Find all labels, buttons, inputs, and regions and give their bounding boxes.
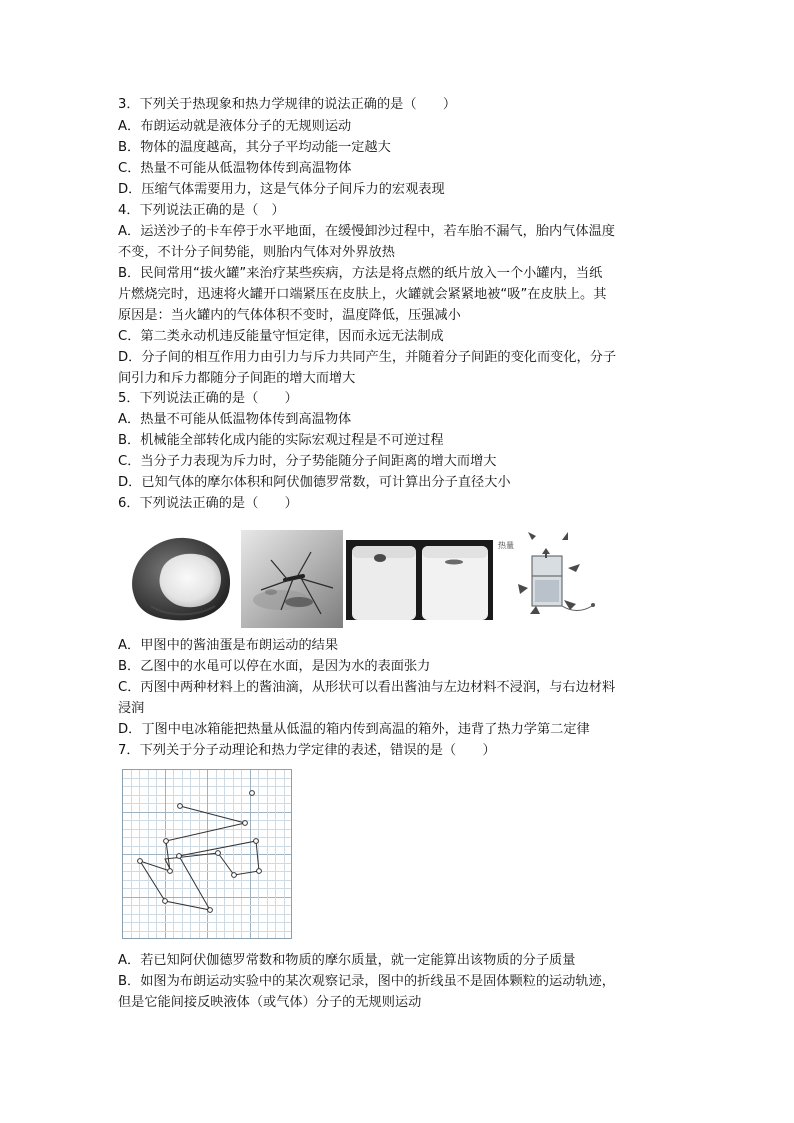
q6-option-c-line2: 浸润	[118, 701, 145, 716]
q4-option-a-line2: 不变，不计分子间势能，则胎内气体对外界放热	[118, 245, 395, 260]
q3-option-d: D．压缩气体需要用力，这是气体分子间斥力的宏观表现	[118, 182, 445, 197]
q7-option-a: A．若已知阿伏伽德罗常数和物质的摩尔质量，就一定能算出该物质的分子质量	[118, 953, 576, 968]
q5-option-b: B．机械能全部转化成内能的实际宏观过程是不可逆过程	[118, 433, 444, 448]
q4-option-a-line1: A．运送沙子的卡车停于水平地面，在缓慢卸沙过程中，若车胎不漏气，胎内气体温度	[118, 224, 615, 239]
droplet-materials-image	[346, 540, 493, 620]
q5-stem: 5．下列说法正确的是（ ）	[118, 391, 298, 406]
q4-option-b-line3: 原因是：当火罐内的气体体积不变时，温度降低，压强减小	[118, 308, 461, 323]
q6-stem: 6．下列说法正确的是（ ）	[118, 496, 298, 511]
q3-option-b: B．物体的温度越高，其分子平均动能一定越大	[118, 140, 391, 155]
q7-option-b-line2: 但是它能间接反映液体（或气体）分子的无规则运动	[118, 995, 422, 1010]
non-wetting-droplet	[374, 554, 386, 562]
refrigerator-diagram	[498, 528, 603, 620]
soy-egg-image	[125, 532, 237, 624]
q4-option-d-line2: 间引力和斥力都随分子间距的增大而增大	[118, 371, 356, 386]
q4-stem: 4．下列说法正确的是（ ）	[118, 203, 285, 218]
water-strider-image	[241, 530, 343, 628]
q4-option-b-line1: B．民间常用“拔火罐”来治疗某些疾病，方法是将点燃的纸片放入一个小罐内，当纸	[118, 266, 603, 281]
brownian-motion-grid	[122, 769, 292, 939]
q5-option-d: D．已知气体的摩尔体积和阿伏伽德罗常数，可计算出分子直径大小	[118, 475, 511, 490]
q4-option-c: C．第二类永动机违反能量守恒定律，因而永远无法制成	[118, 329, 444, 344]
q3-option-a: A．布朗运动就是液体分子的无规则运动	[118, 119, 352, 134]
q4-option-b-line2: 片燃烧完时，迅速将火罐开口端紧压在皮肤上，火罐就会紧紧地被“吸”在皮肤上。其	[118, 287, 607, 302]
q7-stem: 7．下列关于分子动理论和热力学定律的表述，错误的是（ ）	[118, 743, 496, 758]
q6-option-a: A．甲图中的酱油蛋是布朗运动的结果	[118, 638, 339, 653]
q3-option-c: C．热量不可能从低温物体传到高温物体	[118, 161, 352, 176]
q5-option-c: C．当分子力表现为斥力时，分子势能随分子间距离的增大而增大	[118, 454, 497, 469]
q6-option-d: D．丁图中电冰箱能把热量从低温的箱内传到高温的箱外，违背了热力学第二定律	[118, 722, 590, 737]
q3-stem: 3．下列关于热现象和热力学规律的说法正确的是（ ）	[118, 97, 457, 112]
q6-option-c-line1: C．丙图中两种材料上的酱油滴，从形状可以看出酱油与左边材料不浸润，与右边材料	[118, 680, 616, 695]
q4-option-d-line1: D．分子间的相互作用力由引力与斥力共同产生，并随着分子间距的变化而变化，分子	[118, 350, 617, 365]
q7-option-b-line1: B．如图为布朗运动实验中的某次观察记录，图中的折线虽不是固体颗粒的运动轨迹，	[118, 974, 615, 989]
heat-label: 热量	[498, 541, 514, 550]
q5-option-a: A．热量不可能从低温物体传到高温物体	[118, 412, 352, 427]
wetting-droplet	[445, 560, 463, 565]
q6-option-b: B．乙图中的水黾可以停在水面，是因为水的表面张力	[118, 659, 431, 674]
